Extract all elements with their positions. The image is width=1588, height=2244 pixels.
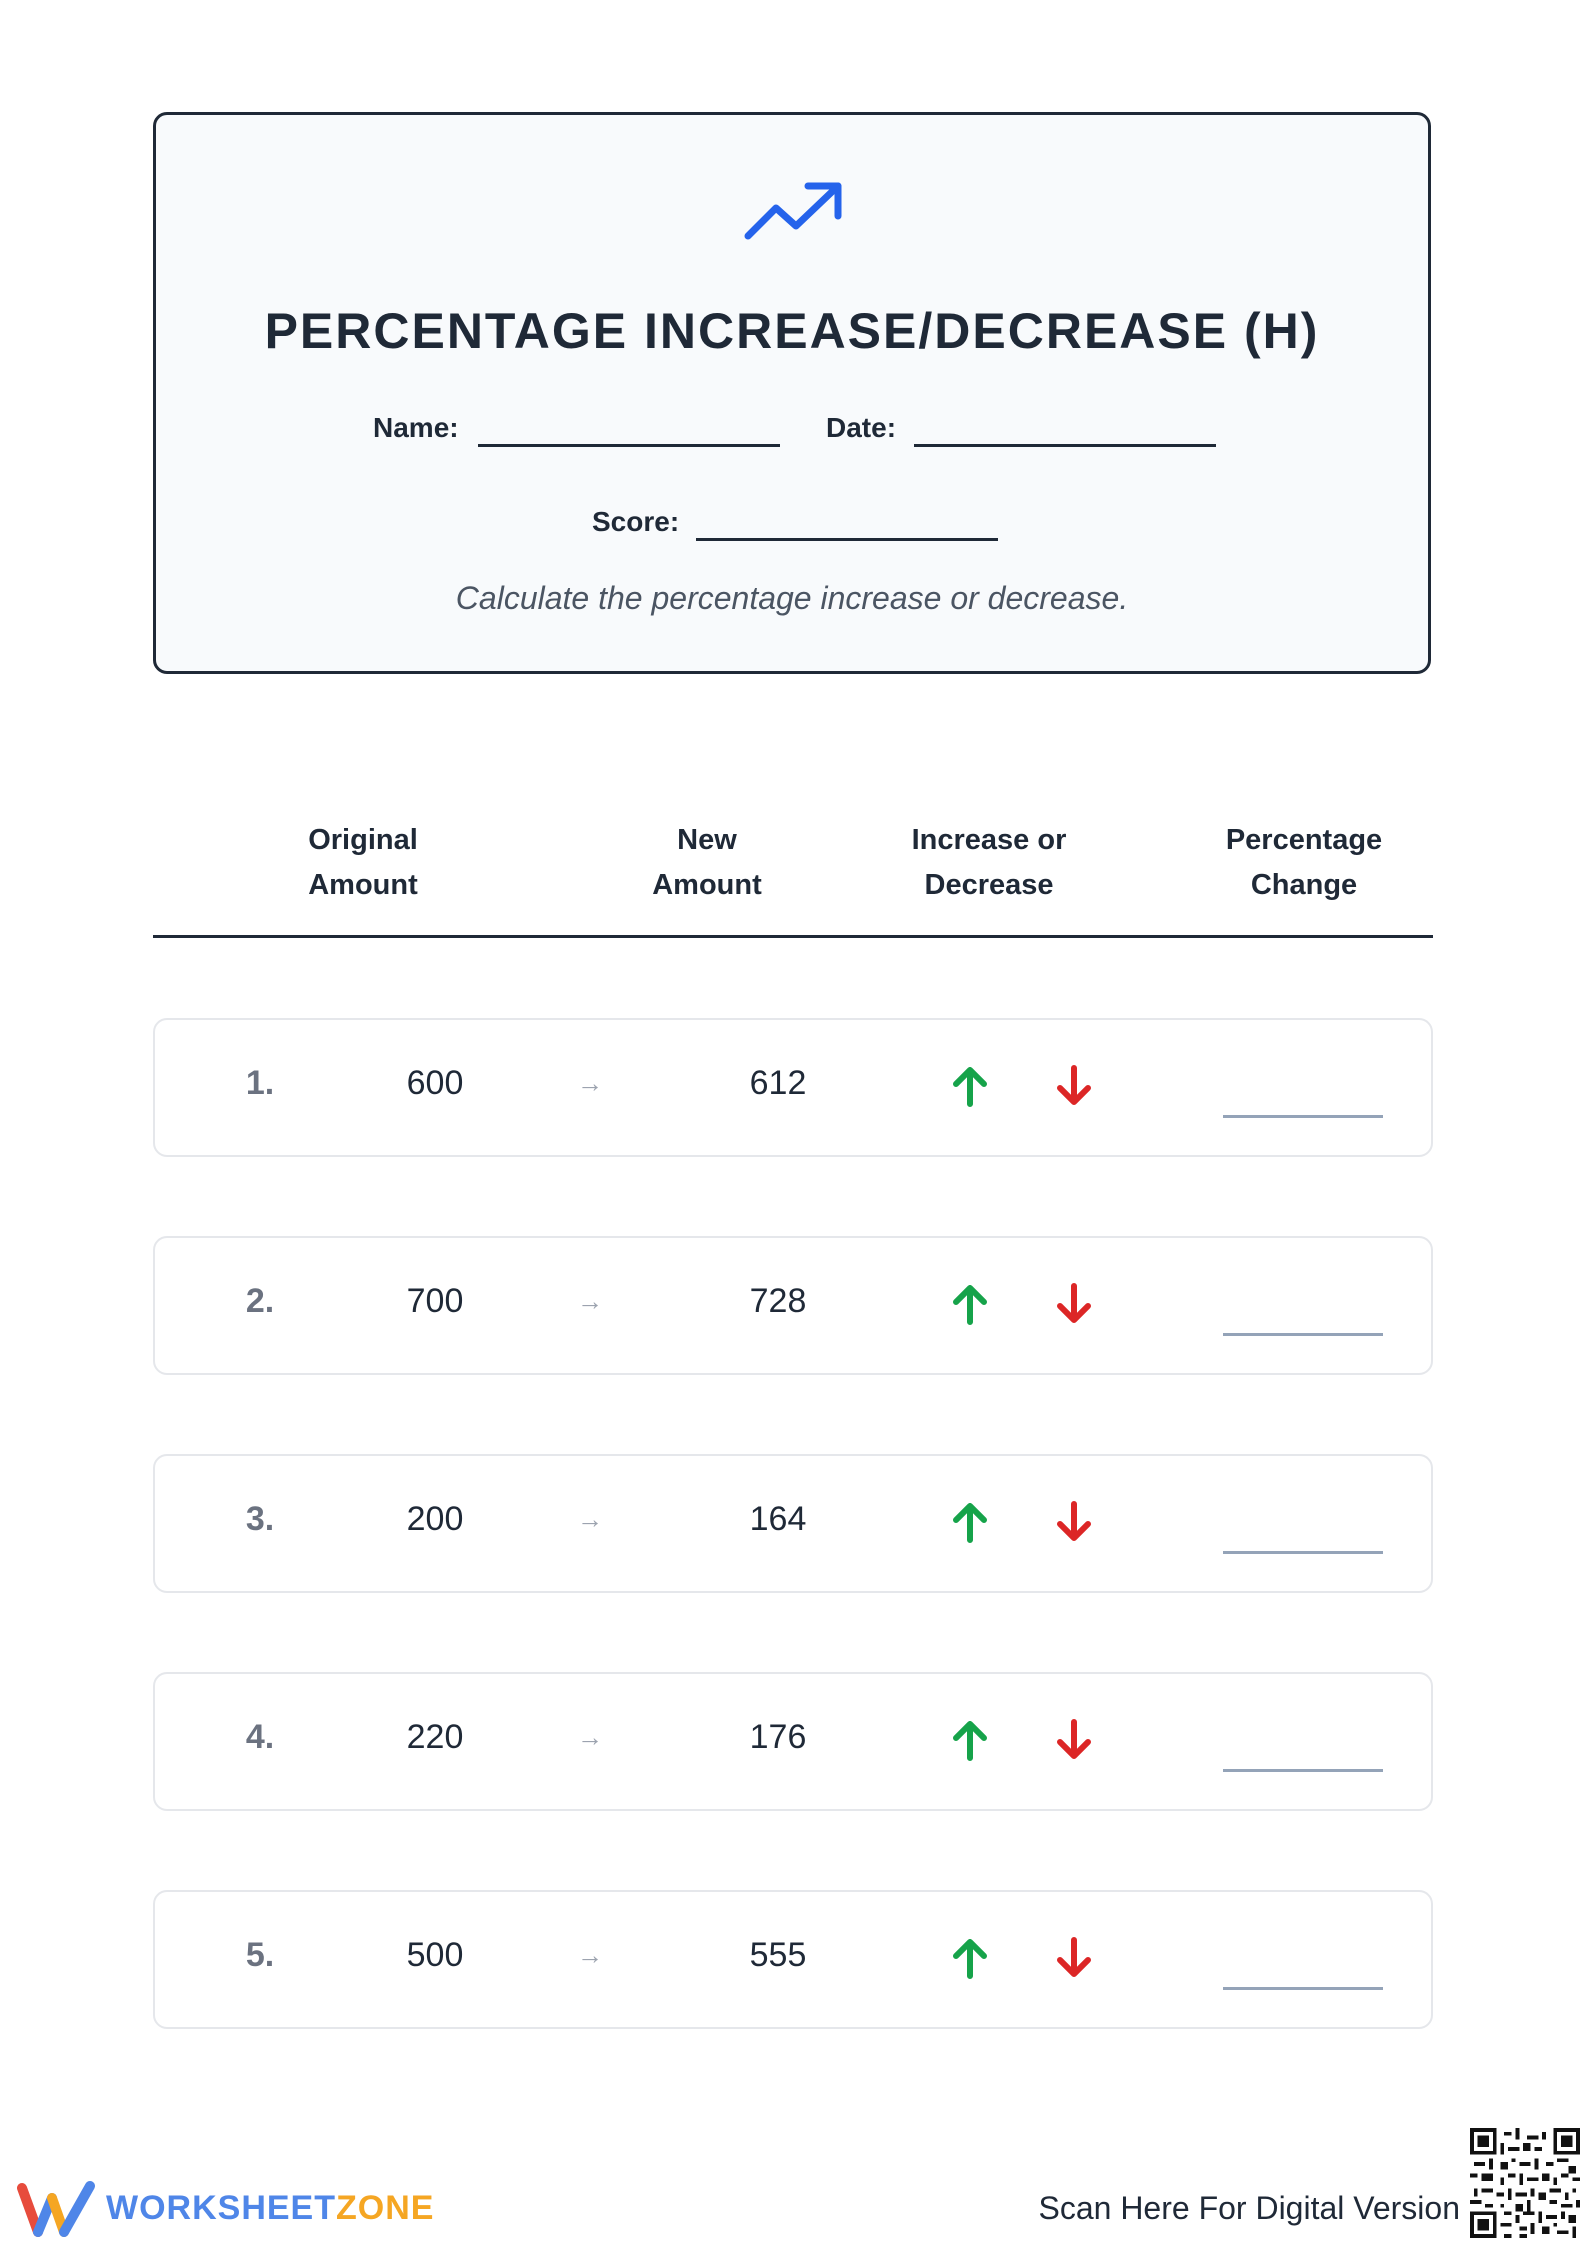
problem-row: [153, 1454, 1433, 1593]
decrease-arrow-icon[interactable]: [1052, 1282, 1096, 1326]
column-header-direction: [859, 818, 1119, 908]
right-arrow-icon: →: [577, 1504, 603, 1534]
brand-part-worksheet: WORKSHEET: [106, 2189, 336, 2227]
decrease-arrow-icon[interactable]: [1052, 1064, 1096, 1108]
increase-arrow-icon[interactable]: [948, 1500, 992, 1544]
right-arrow-icon: →: [577, 1940, 603, 1970]
column-header-line: Amount: [308, 869, 418, 901]
right-arrow-icon: →: [577, 1722, 603, 1752]
worksheetzone-logo-icon: [16, 2180, 96, 2238]
brand-part-zone: ZONE: [336, 2189, 435, 2227]
problem-number: 3.: [245, 1500, 275, 1538]
qr-code-icon[interactable]: [1470, 2128, 1580, 2238]
problem-row: [153, 1890, 1433, 2029]
name-field[interactable]: [478, 444, 780, 447]
increase-arrow-icon[interactable]: [948, 1064, 992, 1108]
page-title: PERCENTAGE INCREASE/DECREASE (H): [264, 303, 1320, 359]
header-divider: [153, 935, 1433, 938]
new-amount: 555: [749, 1936, 807, 1974]
column-header-new: [577, 818, 837, 908]
answer-field[interactable]: [1223, 1551, 1383, 1554]
decrease-arrow-icon[interactable]: [1052, 1500, 1096, 1544]
increase-arrow-icon[interactable]: [948, 1282, 992, 1326]
answer-field[interactable]: [1223, 1333, 1383, 1336]
score-field[interactable]: [696, 538, 998, 541]
column-header-line: Decrease: [924, 869, 1054, 901]
increase-arrow-icon[interactable]: [948, 1718, 992, 1762]
instructions: Calculate the percentage increase or decrease.: [455, 580, 1129, 616]
right-arrow-icon: →: [577, 1286, 603, 1316]
decrease-arrow-icon[interactable]: [1052, 1936, 1096, 1980]
increase-arrow-icon[interactable]: [948, 1936, 992, 1980]
column-header-original: [233, 818, 493, 908]
column-header-percentage: [1174, 818, 1434, 908]
problem-row: [153, 1236, 1433, 1375]
answer-field[interactable]: [1223, 1987, 1383, 1990]
original-amount: 220: [406, 1718, 464, 1756]
problem-row: [153, 1672, 1433, 1811]
new-amount: 728: [749, 1282, 807, 1320]
original-amount: 700: [406, 1282, 464, 1320]
new-amount: 612: [749, 1064, 807, 1102]
brand-name: [106, 2189, 434, 2228]
column-header-line: Increase or: [911, 824, 1067, 856]
original-amount: 200: [406, 1500, 464, 1538]
problem-number: 5.: [245, 1936, 275, 1974]
original-amount: 500: [406, 1936, 464, 1974]
date-field[interactable]: [914, 444, 1216, 447]
decrease-arrow-icon[interactable]: [1052, 1718, 1096, 1762]
column-header-line: New: [677, 824, 737, 856]
problem-number: 2.: [245, 1282, 275, 1320]
problem-number: 4.: [245, 1718, 275, 1756]
new-amount: 164: [749, 1500, 807, 1538]
problem-row: [153, 1018, 1433, 1157]
answer-field[interactable]: [1223, 1769, 1383, 1772]
trending-up-icon: [742, 178, 846, 244]
scan-caption: Scan Here For Digital Version: [1038, 2190, 1460, 2226]
name-label: Name:: [373, 412, 459, 443]
right-arrow-icon: →: [577, 1068, 603, 1098]
column-header-line: Amount: [652, 869, 762, 901]
new-amount: 176: [749, 1718, 807, 1756]
date-label: Date:: [826, 412, 897, 443]
column-header-line: Original: [308, 824, 418, 856]
score-label: Score:: [592, 506, 680, 537]
column-header-line: Change: [1250, 869, 1358, 901]
problem-number: 1.: [245, 1064, 275, 1102]
column-header-line: Percentage: [1225, 824, 1383, 856]
answer-field[interactable]: [1223, 1115, 1383, 1118]
original-amount: 600: [406, 1064, 464, 1102]
